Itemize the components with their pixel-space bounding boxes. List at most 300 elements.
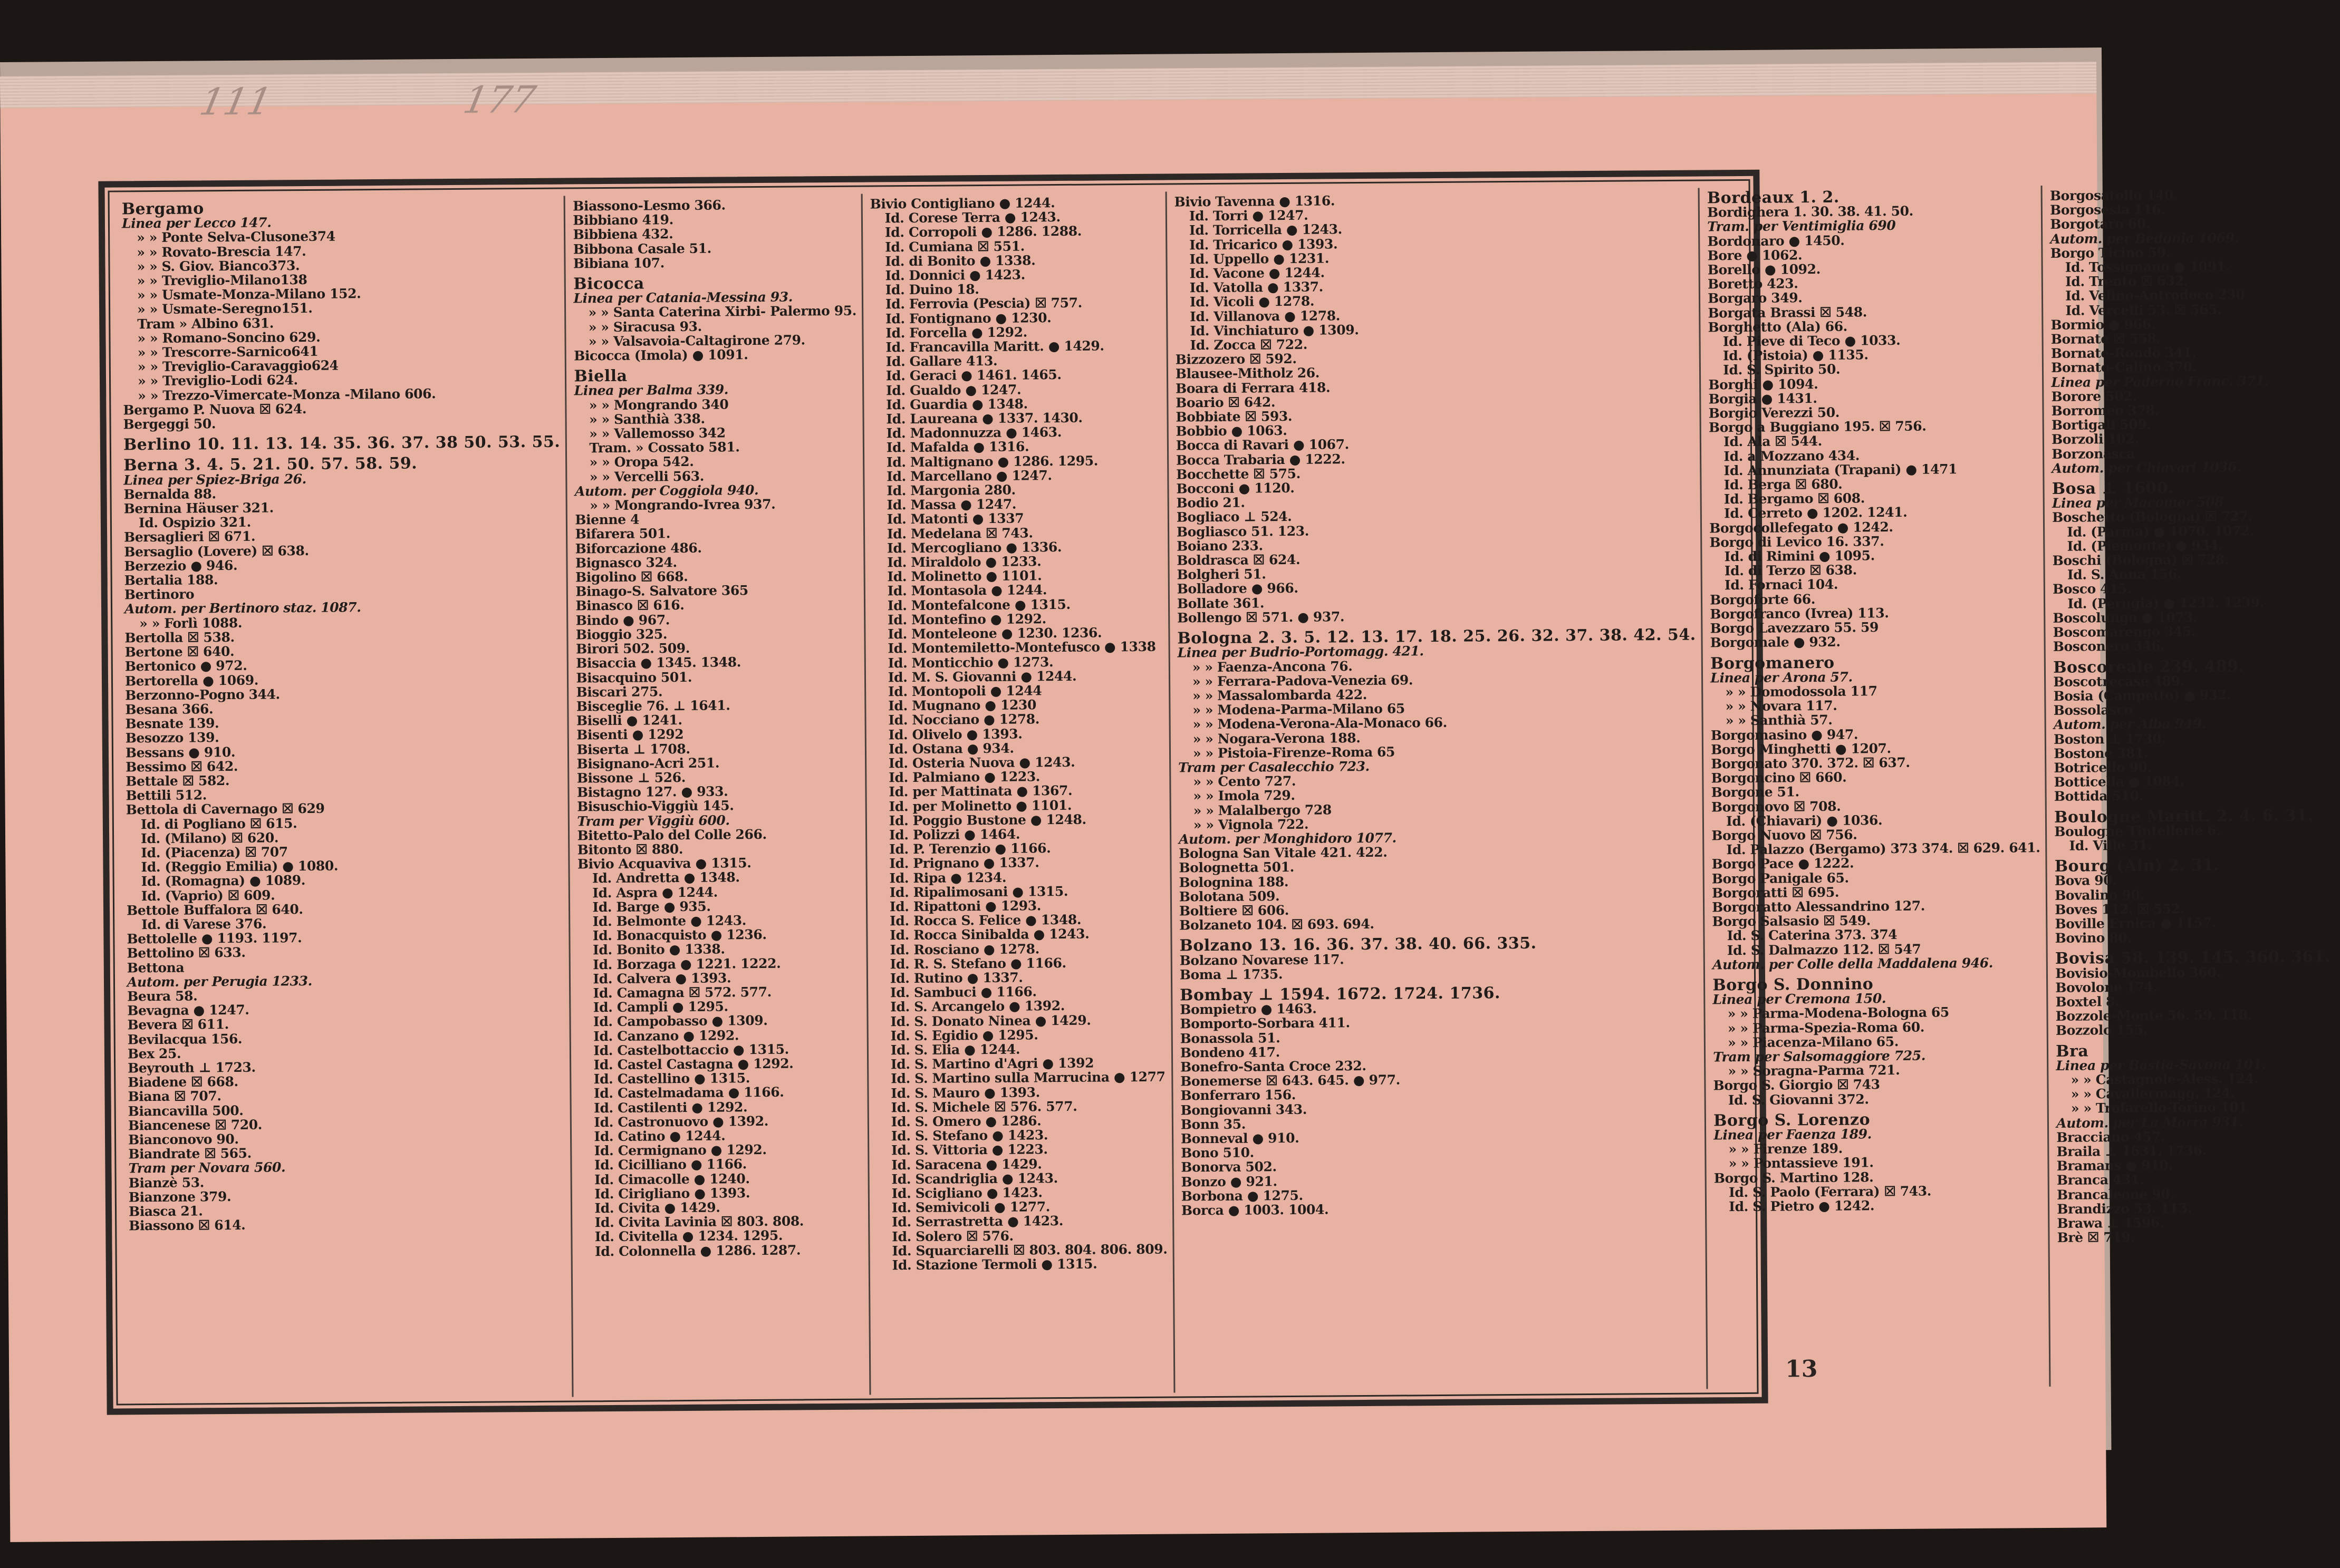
index-entry: » » Mongrando-Ivrea 937.: [590, 496, 776, 514]
index-entry: Id. Geraci ● 1461. 1465.: [885, 367, 1062, 384]
index-entry: Id. S. Giovanni 372.: [1728, 1091, 1869, 1108]
index-entry: Linea per Macomer 508: [2052, 494, 2224, 511]
index-entry: Bolognina 188.: [1179, 874, 1289, 890]
index-column-1: [114, 196, 574, 1400]
index-entry: Id. Sambuci ● 1166.: [890, 984, 1037, 1001]
index-heading: Borgomanero: [1710, 653, 1835, 673]
index-entry: Id. Scandriglia ● 1243.: [891, 1170, 1058, 1187]
index-entry: Binasco ☒ 616.: [575, 597, 685, 614]
index-entry: Boara di Ferrara 418.: [1175, 380, 1331, 396]
index-entry: Id. Squarciarelli ☒ 803. 804. 806. 809.: [892, 1241, 1168, 1259]
index-entry: Bertone ☒ 640.: [124, 644, 235, 660]
index-entry: Id. (Piacenza) ☒ 707: [141, 844, 288, 861]
index-entry: » » Novara 117.: [1725, 698, 1837, 714]
index-entry: Id. Torricella ● 1243.: [1189, 221, 1342, 238]
index-entry: Bex 25.: [127, 1046, 181, 1062]
index-entry: Autom. per Alba 949.: [2053, 716, 2207, 733]
index-entry: Borgosatollo 140.: [2049, 187, 2178, 204]
index-entry: Boston ⊥ 1730.: [2053, 730, 2166, 747]
index-entry: Id. Nocciano ● 1278.: [888, 711, 1040, 728]
index-entry: Id. Vinchiaturo ● 1309.: [1190, 322, 1359, 339]
index-entry: Bigolino ☒ 668.: [575, 568, 688, 585]
index-entry: Id. P. Terenzio ● 1166.: [889, 840, 1051, 857]
index-entry: Bianzè 53.: [128, 1174, 205, 1190]
index-entry: Borgone 51.: [1711, 784, 1799, 800]
index-entry: » » Soragna-Parma 721.: [1728, 1062, 1900, 1079]
book-page: [0, 62, 2331, 1542]
index-entry: Id. (Piemonte) ● 934.: [2067, 537, 2223, 554]
index-entry: Bovalino 90.: [2055, 887, 2145, 903]
index-entry: » » Pontassieve 191.: [1728, 1155, 1874, 1172]
index-entry: Besnate 139.: [125, 715, 219, 732]
index-entry: Id. Ripalimosani ● 1315.: [889, 883, 1068, 901]
index-entry: Linea per Budrio-Portomagg. 421.: [1177, 643, 1424, 661]
index-entry: Bianzone 379.: [128, 1188, 232, 1205]
index-entry: Id. Canzano ● 1292.: [593, 1027, 739, 1044]
index-entry: Brancaleone 90.: [2057, 1186, 2174, 1203]
index-entry: Bova 90.: [2054, 873, 2117, 889]
index-entry: Blausee-Mitholz 26.: [1175, 365, 1320, 382]
index-entry: Bistagno 127. ● 933.: [576, 783, 728, 800]
index-entry: Autom. per Chiavari 1036.: [2052, 459, 2241, 476]
index-column-6: [2043, 183, 2339, 1387]
index-entry: Bordonaro ● 1450.: [1707, 233, 1845, 249]
index-entry: Bonn 35.: [1180, 1116, 1246, 1133]
index-entry: Bivio Contigliano ● 1244.: [870, 195, 1055, 212]
index-entry: Id. di Terzo ☒ 638.: [1724, 562, 1857, 579]
index-entry: Id. Monticchio ● 1273.: [888, 654, 1054, 671]
index-entry: Id. Civita Lavinia ☒ 803. 808.: [594, 1213, 804, 1231]
index-entry: Id. Aspra ● 1244.: [592, 884, 718, 901]
index-entry: Bogliasco 51. 123.: [1176, 523, 1309, 540]
index-entry: Id. S. Arcangelo ● 1392.: [890, 998, 1065, 1015]
index-entry: Id. Montemiletto-Montefusco ● 1338: [888, 639, 1156, 656]
index-entry: » » Santhià 338.: [589, 411, 705, 428]
index-entry: Borgomasino ● 947.: [1710, 726, 1858, 743]
index-entry: Id. Annunziata (Trapani) ● 1471: [1723, 461, 1958, 479]
index-entry: Boiano 233.: [1177, 538, 1263, 554]
index-entry: Id. Saracena ● 1429.: [891, 1156, 1042, 1173]
index-entry: Id. S. Michele ☒ 576. 577.: [891, 1098, 1077, 1116]
index-entry: » » Rovato-Brescia 147.: [137, 243, 306, 260]
index-entry: Id. Zocca ☒ 722.: [1190, 336, 1308, 353]
index-entry: Bossolasco: [2053, 702, 2133, 718]
index-entry: » » Malalbergo 728: [1193, 801, 1332, 818]
index-heading: Biella: [574, 366, 628, 386]
index-entry: Id. Tossignano ● 1091.: [2065, 258, 2230, 275]
index-entry: Id. Margonia 280.: [887, 482, 1016, 499]
index-entry: Linea per Bastia-Savona 101.: [2056, 1056, 2267, 1073]
index-entry: Id. Francavilla Maritt. ● 1429.: [885, 338, 1104, 355]
index-entry: Id. per Mattinata ● 1367.: [889, 783, 1073, 800]
index-entry: Branca 431.: [2056, 1172, 2144, 1188]
index-entry: Boville Ernica ● 1157.: [2055, 915, 2217, 932]
index-entry: Id. Prignano ● 1337.: [889, 855, 1039, 872]
index-entry: Borca ● 1003. 1004.: [1181, 1202, 1329, 1218]
index-entry: Id. Stazione Termoli ● 1315.: [892, 1256, 1097, 1273]
index-entry: Botticella ● 1084.: [2054, 773, 2184, 790]
index-entry: Tram per Novara 560.: [128, 1159, 286, 1176]
index-entry: Boves 112. ☒ 552.: [2055, 901, 2185, 917]
index-entry: Id. Civita ● 1429.: [594, 1199, 720, 1216]
index-entry: Id. Castelbottaccio ● 1315.: [593, 1041, 789, 1058]
index-entry: Bomporto-Sorbara 411.: [1180, 1015, 1350, 1032]
index-entry: Linea per Faenza 189.: [1713, 1126, 1872, 1143]
index-entry: Id. Gallare 413.: [885, 353, 998, 370]
index-entry: Bonorva 502.: [1181, 1159, 1277, 1175]
index-entry: Bindo ● 967.: [575, 612, 670, 628]
index-entry: Id. Torri ● 1247.: [1189, 207, 1308, 224]
index-entry: Borromeo 378.: [2051, 402, 2160, 419]
index-entry: » » Siracusa 93.: [588, 318, 702, 335]
index-column-3: [862, 192, 1175, 1395]
index-entry: Borgotaro 60.: [2050, 216, 2151, 233]
index-entry: Bobbio ● 1063.: [1176, 423, 1287, 439]
index-entry: » » Domodossola 117: [1725, 683, 1877, 700]
index-entry: Bolladore ● 966.: [1177, 580, 1298, 597]
index-entry: Borghi ● 1094.: [1708, 376, 1818, 393]
index-entry: Bitetto-Palo del Colle 266.: [577, 826, 767, 844]
index-entry: Id. Rosciano ● 1278.: [890, 941, 1039, 957]
index-entry: » » Firenze 189.: [1728, 1140, 1843, 1157]
index-entry: Boltiere ☒ 606.: [1179, 902, 1289, 919]
index-heading: Borgo S. Lorenzo: [1713, 1110, 1871, 1130]
index-entry: Linea per Arona 57.: [1710, 669, 1853, 686]
index-entry: Id. Castilenti ● 1292.: [594, 1099, 748, 1116]
index-heading: Bovisa 58. 139. 145. 360. 361.: [2055, 947, 2331, 969]
index-entry: Id. Trento ☒ 632.: [2065, 273, 2188, 289]
index-entry: Bonferraro 156.: [1180, 1087, 1296, 1104]
index-column-4: [1167, 188, 1708, 1393]
index-entry: Id. Poggio Bustone ● 1248.: [889, 811, 1086, 828]
index-entry: Bessans ● 910.: [125, 744, 236, 760]
index-entry: Id. Molinetto ● 1101.: [887, 568, 1042, 585]
index-entry: Tram per Viggiù 600.: [577, 812, 730, 829]
index-entry: Id. Marcellano ● 1247.: [887, 467, 1052, 485]
index-entry: Borghetto (Ala) 66.: [1708, 318, 1848, 335]
index-entry: Borgo Panigale 65.: [1711, 870, 1849, 886]
index-entry: Bettale ☒ 582.: [126, 772, 230, 789]
index-entry: Bisenti ● 1292: [576, 727, 684, 743]
index-entry: Bosco 415.: [2052, 581, 2132, 597]
index-entry: Id. Maltignano ● 1286. 1295.: [886, 453, 1099, 470]
index-entry: Id. Cirigliano ● 1393.: [594, 1185, 750, 1202]
index-entry: Id. Calvera ● 1393.: [593, 970, 731, 986]
index-entry: Boschi (Bologna) ☒ 728.: [2052, 551, 2229, 568]
index-entry: » » Treviglio-Milano138: [137, 272, 307, 289]
index-entry: Borgo S. Martino 128.: [1713, 1169, 1874, 1186]
index-entry: Bovino 80.: [2055, 930, 2132, 946]
index-entry: Boretto 423.: [1707, 276, 1798, 292]
index-entry: » » Valsavoia-Caltagirone 279.: [588, 332, 805, 350]
index-entry: Id. Donnici ● 1423.: [885, 267, 1026, 284]
index-entry: Bibiana 107.: [573, 255, 665, 272]
index-entry: Bormio ● 966.: [2050, 316, 2156, 333]
index-entry: Brawa ⊥ 1596.: [2057, 1215, 2164, 1231]
index-entry: Bisacquino 501.: [576, 669, 692, 685]
index-entry: Id. S. Anna 156.: [2067, 566, 2182, 583]
index-entry: Id. Vicoli ● 1278.: [1189, 294, 1315, 310]
index-entry: Bosconero 346.: [2053, 638, 2165, 655]
index-entry: » » Vercelli 563.: [589, 468, 705, 485]
index-entry: Id. S. Spirito 50.: [1723, 362, 1841, 378]
index-entry: Boxtel 8.: [2055, 993, 2120, 1010]
index-entry: Id. Osteria Nuova ● 1243.: [888, 754, 1075, 771]
index-entry: Id. (Reggio Emilia) ● 1080.: [141, 858, 339, 875]
index-entry: Id. (Milano) ☒ 620.: [140, 830, 279, 846]
index-entry: Bocca Trabaria ● 1222.: [1176, 451, 1345, 468]
index-entry: Brandizzo 53. 113.: [2057, 1200, 2192, 1217]
index-entry: Id. Rutino ● 1337.: [890, 970, 1023, 986]
index-entry: Bertolla ☒ 538.: [124, 629, 235, 646]
index-heading: Bra: [2056, 1041, 2089, 1061]
index-entry: Id. Ospizio 321.: [138, 514, 251, 531]
index-entry: Bolgheri 51.: [1177, 566, 1266, 583]
index-entry: Biadene ☒ 668.: [128, 1074, 238, 1090]
index-heading: Bosa ⊥ 1600.: [2052, 479, 2174, 498]
index-entry: Borgia ● 1431.: [1708, 390, 1817, 407]
index-heading: Borgo S. Donnino: [1712, 975, 1874, 995]
index-entry: Bisaccia ● 1345. 1348.: [576, 654, 742, 671]
index-entry: Id. Rocca Sinibalda ● 1243.: [890, 926, 1090, 943]
handwritten-note-2: 177: [459, 78, 540, 122]
index-entry: Id. Miraldolo ● 1233.: [887, 554, 1042, 570]
index-entry: Bortigali 509.: [2051, 417, 2151, 433]
index-heading: Berna 3. 4. 5. 21. 50. 57. 58. 59.: [123, 454, 418, 475]
index-entry: » » Treviglio-Lodi 624.: [137, 372, 298, 389]
index-entry: » » Usmate-Monza-Milano 152.: [137, 286, 361, 303]
index-entry: Linea per Paderno Franc. 371.: [2051, 373, 2269, 390]
index-entry: Borgo S. Giorgio ☒ 743: [1713, 1077, 1880, 1093]
index-entry: Id. Ostana ● 934.: [888, 740, 1014, 757]
index-entry: Boulogne Tintellerie 6.: [2054, 822, 2221, 839]
index-entry: Bioggio 325.: [575, 626, 668, 643]
index-entry: Boscomarengo 345.: [2053, 624, 2196, 640]
index-entry: Borzoli 102.: [2052, 431, 2139, 448]
index-entry: Bogliaco ⊥ 524.: [1176, 509, 1292, 525]
index-heading: Boscoreale 239. 489.: [2053, 656, 2245, 677]
index-entry: Bonzo ● 921.: [1181, 1173, 1277, 1190]
index-entry: Bessimo ☒ 642.: [126, 758, 238, 775]
index-entry: Bozzole-Monte 56. 59. 118.: [2055, 1007, 2252, 1024]
index-entry: Borore 502.: [2051, 388, 2137, 404]
index-entry: » » Imola 729.: [1193, 788, 1295, 804]
index-entry: Id. Colonnella ● 1286. 1287.: [594, 1242, 801, 1259]
index-entry: » » Castagnole-Aless. 124.: [2071, 1071, 2259, 1088]
index-entry: Id. (Romagna) ● 1089.: [141, 873, 306, 889]
index-entry: Bifarera 501.: [575, 526, 671, 542]
index-entry: Id. S. Mauro ● 1393.: [891, 1084, 1040, 1101]
index-entry: » » Cento 727.: [1193, 773, 1296, 790]
index-entry: Borgoforte 66.: [1710, 591, 1816, 608]
index-entry: Boma ⊥ 1735.: [1179, 966, 1283, 983]
index-entry: Bertalia 188.: [124, 572, 218, 588]
index-columns: [114, 187, 2331, 1400]
index-entry: Bevilacqua 156.: [127, 1031, 243, 1047]
index-entry: Tram per Salsomaggiore 725.: [1713, 1048, 1926, 1065]
index-entry: Berzezio ● 946.: [124, 557, 238, 574]
index-entry: Id. Borzaga ● 1221. 1222.: [593, 955, 781, 972]
handwritten-note-1: 111: [196, 80, 276, 124]
index-entry: Bettolelle ● 1193. 1197.: [127, 930, 302, 947]
index-entry: Borgo Salsasio ☒ 549.: [1712, 913, 1871, 930]
index-entry: Boldrasca ☒ 624.: [1177, 551, 1301, 568]
index-entry: Botricello 90.: [2054, 759, 2152, 776]
index-entry: Bivio Acquaviva ● 1315.: [577, 855, 752, 872]
index-entry: Bornato-Calino 370.: [2051, 359, 2197, 376]
index-entry: Biancenese ☒ 720.: [128, 1117, 263, 1134]
index-entry: Bozzolo 155.: [2055, 1022, 2148, 1039]
index-entry: Id. Castelmadama ● 1166.: [593, 1085, 784, 1101]
index-entry: Bondeno 417.: [1180, 1044, 1280, 1061]
index-entry: » » Nogara-Verona 188.: [1192, 730, 1361, 747]
index-entry: » » Trofarello-Torino 101: [2071, 1099, 2248, 1117]
index-entry: Id. S. Donato Ninea ● 1429.: [890, 1012, 1091, 1029]
index-entry: Id. Laureana ● 1337. 1430.: [886, 410, 1083, 427]
index-entry: Tram. per Ventimiglia 690: [1707, 218, 1896, 235]
index-entry: Id. Ala ☒ 544.: [1723, 433, 1822, 450]
index-entry: Bianconovo 90.: [128, 1131, 239, 1148]
index-entry: Id. Uppello ● 1231.: [1189, 250, 1330, 267]
index-entry: Id. Duino 18.: [885, 282, 979, 298]
index-entry: » » Modena-Verona-Ala-Monaco 66.: [1192, 715, 1448, 732]
index-entry: Bodio 21.: [1176, 495, 1245, 511]
index-heading: Bolzano 13. 16. 36. 37. 38. 40. 66. 335.: [1179, 934, 1537, 955]
index-entry: » » Treviglio-Caravaggio624: [137, 357, 339, 375]
index-entry: Boario ☒ 642.: [1176, 394, 1276, 411]
page-number: 13: [1785, 1356, 1818, 1383]
index-entry: Biassono ☒ 614.: [129, 1217, 246, 1234]
index-entry: » » Parma-Spezia-Roma 60.: [1727, 1019, 1925, 1036]
index-entry: Id. Solero ☒ 576.: [892, 1228, 1014, 1244]
index-entry: Id. Semivicoli ● 1277.: [891, 1199, 1051, 1216]
index-entry: Bettola di Cavernago ☒ 629: [126, 801, 325, 818]
index-entry: Bevera ☒ 611.: [127, 1017, 229, 1033]
index-entry: Id. Cumiana ☒ 551.: [885, 238, 1025, 255]
index-heading: Bicocca: [573, 274, 644, 294]
index-entry: Autom. per Monghidoro 1077.: [1178, 830, 1397, 847]
index-entry: Bonassola 51.: [1180, 1030, 1280, 1047]
index-entry: Id. Palmiano ● 1223.: [889, 769, 1041, 786]
index-entry: Borgo Lavezzaro 55. 59: [1710, 620, 1879, 636]
index-entry: Id. (Perugia) ● 1232. 1239.: [2067, 594, 2264, 612]
index-entry: Id. Cermignano ● 1292.: [594, 1142, 767, 1159]
index-entry: Id. Ville 31.: [2069, 837, 2152, 854]
index-entry: Bracciano 457.: [2056, 1129, 2165, 1145]
index-entry: Id. Gualdo ● 1247.: [885, 382, 1022, 398]
index-entry: Id. Cerreto ● 1202. 1241.: [1723, 505, 1908, 521]
index-entry: Id. Campobasso ● 1309.: [593, 1013, 768, 1030]
index-entry: Bisceglie 76. ⊥ 1641.: [576, 698, 730, 714]
index-entry: Linea per Catania-Messina 93.: [573, 289, 793, 306]
index-entry: Id. Cimacolle ● 1240.: [594, 1170, 750, 1187]
index-entry: Bettole Buffalora ☒ 640.: [126, 901, 303, 918]
index-entry: Bertonico ● 972.: [124, 658, 247, 674]
index-entry: Borgo di Levico 16. 337.: [1709, 533, 1884, 550]
index-entry: Biforcazione 486.: [575, 540, 702, 557]
index-entry: Autom. per Perugia 1233.: [127, 973, 312, 990]
index-entry: Id. Medelana ☒ 743.: [887, 525, 1033, 541]
index-entry: Id. Castronuovo ● 1392.: [594, 1113, 769, 1130]
index-entry: Id. Serrastretta ● 1423.: [891, 1213, 1064, 1230]
index-entry: Borgo Pace ● 1222.: [1711, 855, 1854, 872]
index-entry: » » Forlì 1088.: [139, 615, 243, 631]
index-entry: Borgo Nuovo ☒ 756.: [1711, 827, 1857, 844]
index-entry: Id. Mercogliano ● 1336.: [887, 539, 1062, 556]
index-entry: Bisuschio-Viggiù 145.: [577, 798, 734, 815]
index-entry: Id. (Parma) ● 1070. 1072.: [2067, 522, 2255, 540]
index-entry: Bettili 512.: [126, 787, 207, 804]
index-entry: Id. per Molinetto ● 1101.: [889, 797, 1072, 814]
index-entry: Bevagna ● 1247.: [127, 1002, 249, 1019]
index-entry: Bocca di Ravari ● 1067.: [1176, 437, 1350, 453]
index-entry: Bosia (Campetto) ● 932.: [2053, 687, 2231, 704]
index-heading: Boulogne Maritt. 2. 4. 6. 31.: [2054, 806, 2314, 827]
index-entry: Bertorella ● 1069.: [124, 672, 259, 689]
index-entry: Id. Corropoli ● 1286. 1288.: [884, 224, 1082, 240]
index-entry: Id. Vacone ● 1244.: [1189, 265, 1325, 282]
index-entry: Id. Guardia ● 1348.: [886, 396, 1028, 413]
index-entry: Id. Campli ● 1295.: [593, 999, 728, 1015]
index-entry: Id. R. S. Stefano ● 1166.: [890, 955, 1066, 972]
index-heading: Bombay ⊥ 1594. 1672. 1724. 1736.: [1179, 984, 1500, 1005]
index-entry: Bottida 510.: [2054, 788, 2143, 805]
index-entry: » » Santhià 57.: [1725, 712, 1833, 729]
index-entry: Borgocollefegato ● 1242.: [1709, 519, 1893, 536]
index-entry: Bibbona Casale 51.: [573, 240, 711, 257]
index-entry: Bollate 361.: [1177, 595, 1265, 612]
index-entry: Brè ☒ 719.: [2057, 1230, 2135, 1246]
index-entry: Id. S. Martino sulla Marrucina ● 1277: [891, 1069, 1166, 1087]
index-entry: Bienne 4: [575, 511, 640, 528]
index-entry: Id. Montefalcone ● 1315.: [887, 596, 1071, 613]
index-entry: Linea per Spiez-Briga 26.: [123, 471, 306, 488]
index-entry: Bersaglieri ☒ 671.: [124, 529, 256, 545]
index-entry: Borgio Verezzi 50.: [1708, 404, 1840, 421]
index-entry: Id. Bonacquisto ● 1236.: [592, 927, 767, 944]
index-entry: Autom. per La Morra 931.: [2056, 1114, 2243, 1131]
index-entry: Bivio Tavenna ● 1316.: [1174, 193, 1335, 210]
index-entry: Bovisio-Mombello 360.: [2055, 964, 2221, 981]
index-heading: Berlino 10. 11. 13. 14. 35. 36. 37. 38 50. 53. 55.: [123, 432, 561, 454]
index-entry: Id. Villanova ● 1278.: [1190, 307, 1341, 324]
index-heading: Bourg (Ain) 2. 31.: [2054, 856, 2220, 876]
index-entry: » » Oropa 542.: [589, 454, 694, 470]
index-entry: Bonemerse ☒ 643. 645. ● 977.: [1180, 1072, 1400, 1089]
index-heading: Bergamo: [121, 199, 204, 219]
index-entry: Autom. per Colle della Maddalena 946.: [1712, 955, 1994, 973]
index-entry: Borgosesia 116.: [2049, 201, 2165, 218]
index-entry: Id. S. Paolo (Ferrara) ☒ 743.: [1728, 1183, 1932, 1200]
index-entry: Id. Ripa ● 1234.: [889, 869, 1007, 886]
index-entry: Id. Camagna ☒ 572. 577.: [593, 984, 772, 1001]
index-entry: Besana 366.: [125, 701, 214, 718]
index-entry: Id. di Bonito ● 1338.: [885, 253, 1036, 269]
index-entry: Autom. per Bertinoro staz. 1087.: [124, 599, 361, 617]
index-entry: Id. (Vaprio) ☒ 609.: [141, 887, 275, 904]
index-entry: Boscotrecase 489.: [2053, 673, 2185, 690]
index-entry: » » S. Giov. Bianco373.: [137, 257, 300, 275]
index-entry: Id. Catino ● 1244.: [594, 1128, 726, 1145]
index-entry: Bramans ● 910.: [2056, 1157, 2173, 1174]
index-entry: Besozzo 139.: [125, 730, 219, 746]
index-heading: Bordeaux 1. 2.: [1707, 188, 1840, 208]
index-entry: Biscari 275.: [576, 683, 663, 700]
index-entry: Biancavilla 500.: [128, 1102, 244, 1119]
index-entry: Bornate-Rondò 341.: [2050, 345, 2197, 362]
index-entry: Autom. per Coggiola 940.: [574, 482, 759, 499]
index-entry: Id. (Pistoia) ● 1135.: [1722, 347, 1869, 364]
